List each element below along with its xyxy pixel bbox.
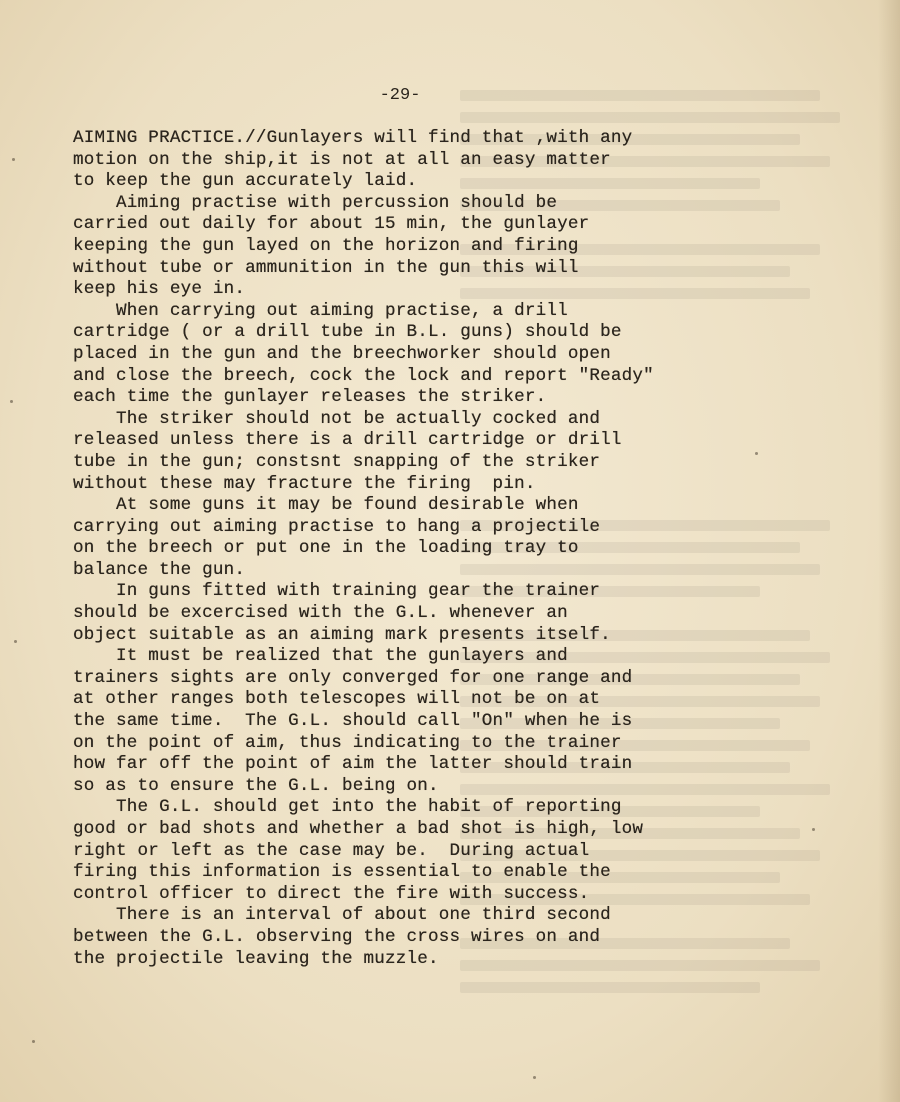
text-line: It must be realized that the gunlayers and [73, 646, 568, 667]
text-line: There is an interval of about one third second [73, 905, 611, 926]
text-line: should be excercised with the G.L. whenever an [73, 603, 568, 624]
page-number: -29- [379, 86, 421, 105]
text-line: right or left as the case may be. During actual [73, 840, 590, 861]
text-line: motion on the ship,it is not at all an easy matter [73, 149, 611, 170]
text-line: the projectile leaving the muzzle. [73, 948, 439, 969]
text-line: The G.L. should get into the habit of reporting [73, 797, 622, 818]
text-line: trainers sights are only converged for one range and [73, 667, 633, 688]
text-line: on the point of aim, thus indicating to the trainer [73, 732, 622, 753]
page-edge-shadow [878, 0, 900, 1102]
text-line: carried out daily for about 15 min, the gunlayer [73, 214, 590, 235]
text-line: and close the breech, cock the lock and report "Ready" [73, 365, 654, 386]
typewritten-body [73, 128, 873, 970]
text-line: the same time. The G.L. should call "On" when he is [73, 711, 633, 732]
text-line: placed in the gun and the breechworker should open [73, 343, 611, 364]
text-line: good or bad shots and whether a bad shot is high, low [73, 819, 644, 839]
text-line: keeping the gun layed on the horizon and firing [73, 235, 579, 256]
text-line: between the G.L. observing the cross wires on and [73, 926, 601, 947]
text-line: how far off the point of aim the latter should train [73, 754, 633, 775]
text-line: carrying out aiming practise to hang a projectile [73, 516, 601, 537]
text-line: cartridge ( or a drill tube in B.L. guns) should be [73, 322, 622, 343]
text-line: Aiming practise with percussion should be [73, 192, 558, 213]
text-line: When carrying out aiming practise, a drill [73, 300, 568, 321]
text-line: AIMING PRACTICE.//Gunlayers will find that ,with any [73, 128, 633, 148]
text-line: without tube or ammunition in the gun this will [73, 257, 579, 278]
text-line: The striker should not be actually cocked and [73, 408, 601, 429]
text-line: so as to ensure the G.L. being on. [73, 775, 439, 796]
text-line: firing this information is essential to enable the [73, 862, 611, 883]
text-line: keep his eye in. [73, 279, 246, 300]
text-line: at other ranges both telescopes will not be on at [73, 689, 601, 710]
text-line: At some guns it may be found desirable when [73, 495, 579, 516]
text-line: without these may fracture the firing pin. [73, 473, 536, 494]
text-line: balance the gun. [73, 559, 246, 580]
text-line: to keep the gun accurately laid. [73, 171, 418, 192]
text-line: object suitable as an aiming mark presents itself. [73, 624, 611, 645]
text-line: control officer to direct the fire with success. [73, 883, 590, 904]
text-line: each time the gunlayer releases the striker. [73, 387, 547, 408]
text-line: tube in the gun; constsnt snapping of the striker [73, 451, 601, 472]
text-line: on the breech or put one in the loading tray to [73, 538, 579, 559]
text-line: released unless there is a drill cartridge or drill [73, 430, 622, 451]
text-line: In guns fitted with training gear the trainer [73, 581, 601, 602]
